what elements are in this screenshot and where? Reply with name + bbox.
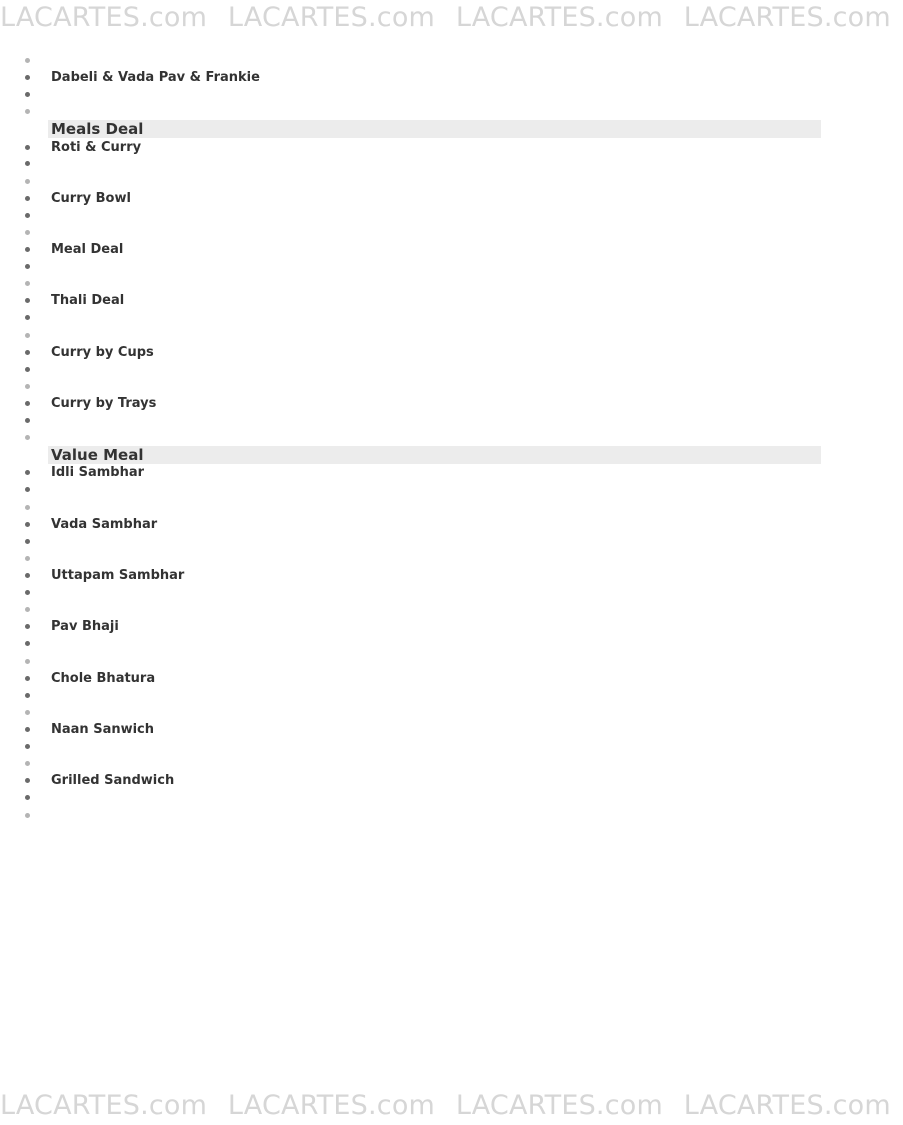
bullet-dot bbox=[25, 213, 30, 218]
bullet-dot bbox=[25, 676, 30, 681]
watermark-text: LACARTES.com bbox=[227, 2, 436, 33]
menu-item[interactable]: Meal Deal bbox=[51, 242, 124, 257]
bullet-dot bbox=[25, 92, 30, 97]
bullet-dot bbox=[25, 418, 30, 423]
menu-item[interactable]: Thali Deal bbox=[51, 293, 125, 308]
bullet-dot bbox=[25, 539, 30, 544]
menu-item-dabeli[interactable]: Dabeli & Vada Pav & Frankie bbox=[51, 70, 260, 85]
bullet-dot bbox=[25, 624, 30, 629]
bullet-dot bbox=[25, 522, 30, 527]
watermark-text: LACARTES.com bbox=[455, 1090, 663, 1121]
bullet-dot bbox=[25, 401, 30, 406]
bullet-dot bbox=[25, 161, 30, 166]
watermark-text: LACARTES.com bbox=[0, 1090, 208, 1121]
watermark-text: LACARTES.com bbox=[0, 2, 208, 33]
bullet-dot bbox=[25, 58, 30, 63]
bullet-dot bbox=[25, 505, 30, 510]
menu-item[interactable]: Pav Bhaji bbox=[51, 619, 119, 634]
bullet-dot bbox=[25, 196, 30, 201]
menu-item[interactable]: Idli Sambhar bbox=[51, 465, 145, 480]
bullet-dot bbox=[25, 109, 30, 114]
bullet-dot bbox=[25, 367, 30, 372]
bullet-dot bbox=[25, 179, 30, 184]
watermark-top bbox=[0, 0, 891, 36]
watermark-text: LACARTES.com bbox=[455, 2, 663, 33]
menu-item[interactable]: Curry by Trays bbox=[51, 396, 157, 411]
menu-item[interactable]: Uttapam Sambhar bbox=[51, 568, 185, 583]
bullet-dot bbox=[25, 693, 30, 698]
bullet-dot bbox=[25, 607, 30, 612]
bullet-dot bbox=[25, 590, 30, 595]
watermark-text: LACARTES.com bbox=[683, 2, 891, 33]
bullet-dot bbox=[25, 659, 30, 664]
bullet-dot bbox=[25, 333, 30, 338]
bullet-dot bbox=[25, 470, 30, 475]
menu-item[interactable]: Grilled Sandwich bbox=[51, 773, 175, 788]
menu-item[interactable]: Vada Sambhar bbox=[51, 517, 158, 532]
bullet-dot bbox=[25, 573, 30, 578]
section-header-value-meal bbox=[48, 446, 821, 464]
menu-item[interactable]: Chole Bhatura bbox=[51, 671, 156, 686]
bullet-dot bbox=[25, 761, 30, 766]
bullet-dot bbox=[25, 281, 30, 286]
bullet-dot bbox=[25, 75, 30, 80]
bullet-dot bbox=[25, 298, 30, 303]
bullet-dot bbox=[25, 727, 30, 732]
menu-item[interactable]: Roti & Curry bbox=[51, 140, 142, 155]
bullet-dot bbox=[25, 384, 30, 389]
menu-item[interactable]: Curry by Cups bbox=[51, 345, 154, 360]
bullet-dot bbox=[25, 813, 30, 818]
bullet-dot bbox=[25, 778, 30, 783]
bullet-dot bbox=[25, 556, 30, 561]
bullet-dot bbox=[25, 435, 30, 440]
bullet-dot bbox=[25, 230, 30, 235]
watermark-bottom bbox=[0, 1088, 891, 1124]
bullet-dot bbox=[25, 315, 30, 320]
section-title: Value Meal bbox=[51, 446, 144, 464]
bullet-dot bbox=[25, 247, 30, 252]
bullet-dot bbox=[25, 744, 30, 749]
bullet-dot bbox=[25, 145, 30, 150]
bullet-dot bbox=[25, 795, 30, 800]
section-header-meals-deal bbox=[48, 120, 821, 138]
bullet-dot bbox=[25, 641, 30, 646]
menu-item[interactable]: Curry Bowl bbox=[51, 191, 131, 206]
bullet-dot bbox=[25, 710, 30, 715]
menu-item[interactable]: Naan Sanwich bbox=[51, 722, 155, 737]
watermark-text: LACARTES.com bbox=[683, 1090, 891, 1121]
section-title: Meals Deal bbox=[51, 120, 144, 138]
bullet-dot bbox=[25, 264, 30, 269]
bullet-dot bbox=[25, 487, 30, 492]
bullet-dot bbox=[25, 350, 30, 355]
watermark-text: LACARTES.com bbox=[227, 1090, 436, 1121]
